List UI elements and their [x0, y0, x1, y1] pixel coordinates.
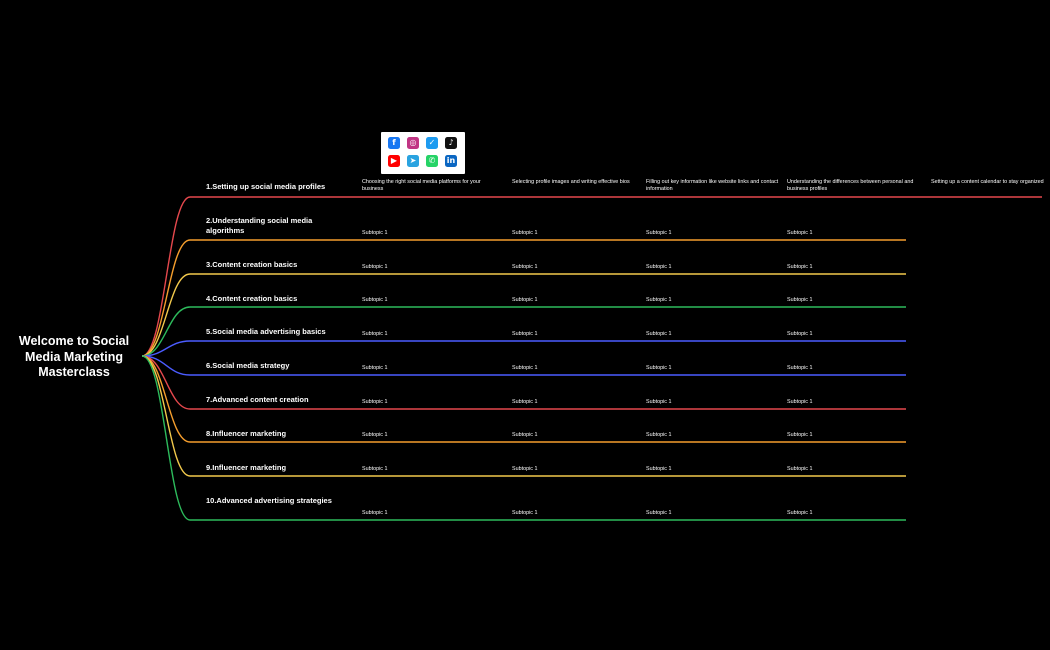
subtopic[interactable]: Subtopic 1 — [362, 399, 388, 405]
subtopic[interactable]: Subtopic 1 — [512, 230, 538, 236]
subtopic[interactable]: Subtopic 1 — [646, 399, 672, 405]
twitter-icon: ✓ — [426, 137, 438, 149]
subtopic[interactable]: Choosing the right social media platforms for your business — [362, 179, 481, 192]
main-topic[interactable]: 10.Advanced advertising strategies — [206, 496, 332, 505]
main-topic[interactable]: 6.Social media strategy — [206, 361, 290, 370]
subtopic[interactable]: Setting up a content calendar to stay organized — [931, 179, 1044, 185]
subtopic[interactable]: Subtopic 1 — [512, 264, 538, 270]
main-topic[interactable]: 5.Social media advertising basics — [206, 327, 326, 336]
telegram-icon: ➤ — [407, 155, 419, 167]
main-topic[interactable]: 7.Advanced content creation — [206, 395, 309, 404]
subtopic[interactable]: Subtopic 1 — [787, 466, 813, 472]
subtopic[interactable]: Selecting profile images and writing effective bios — [512, 179, 630, 185]
subtopic[interactable]: Subtopic 1 — [646, 331, 672, 337]
subtopic[interactable]: Subtopic 1 — [512, 297, 538, 303]
youtube-icon: ▶ — [388, 155, 400, 167]
subtopic[interactable]: Subtopic 1 — [512, 399, 538, 405]
main-topic[interactable]: 2.Understanding social media algorithms — [206, 216, 313, 235]
whatsapp-icon: ✆ — [426, 155, 438, 167]
linkedin-icon: in — [446, 156, 456, 165]
subtopic[interactable]: Subtopic 1 — [787, 399, 813, 405]
subtopic[interactable]: Subtopic 1 — [362, 331, 388, 337]
subtopic[interactable]: Subtopic 1 — [787, 331, 813, 337]
subtopic[interactable]: Subtopic 1 — [787, 230, 813, 236]
main-topic[interactable]: 1.Setting up social media profiles — [206, 182, 326, 191]
main-topic[interactable]: 9.Influencer marketing — [206, 463, 287, 472]
subtopic[interactable]: Subtopic 1 — [787, 510, 813, 516]
branch-line — [142, 341, 906, 356]
subtopic[interactable]: Subtopic 1 — [512, 331, 538, 337]
subtopic[interactable]: Subtopic 1 — [646, 466, 672, 472]
tiktok-icon: ♪ — [445, 137, 457, 149]
subtopic[interactable]: Subtopic 1 — [787, 365, 813, 371]
subtopic[interactable]: Understanding the differences between personal and business profiles — [787, 179, 914, 192]
subtopic[interactable]: Subtopic 1 — [512, 466, 538, 472]
central-topic[interactable]: Welcome to Social Media Marketing Masterclass — [18, 334, 130, 379]
subtopic[interactable]: Subtopic 1 — [362, 365, 388, 371]
subtopic[interactable]: Subtopic 1 — [646, 432, 672, 438]
subtopic[interactable]: Subtopic 1 — [362, 466, 388, 472]
subtopic[interactable]: Subtopic 1 — [362, 264, 388, 270]
subtopic[interactable]: Subtopic 1 — [362, 230, 388, 236]
subtopic[interactable]: Subtopic 1 — [646, 365, 672, 371]
subtopic[interactable]: Subtopic 1 — [646, 264, 672, 270]
instagram-icon: ◎ — [407, 137, 419, 149]
subtopic[interactable]: Subtopic 1 — [512, 510, 538, 516]
subtopic[interactable]: Subtopic 1 — [362, 432, 388, 438]
subtopic[interactable]: Filling out key information like website links and contact information — [646, 179, 779, 192]
subtopic[interactable]: Subtopic 1 — [646, 230, 672, 236]
subtopic[interactable]: Subtopic 1 — [787, 297, 813, 303]
subtopic[interactable]: Subtopic 1 — [512, 365, 538, 371]
subtopic[interactable]: Subtopic 1 — [646, 510, 672, 516]
branch-line — [142, 356, 906, 476]
subtopic[interactable]: Subtopic 1 — [787, 264, 813, 270]
subtopic[interactable]: Subtopic 1 — [646, 297, 672, 303]
main-topic[interactable]: 8.Influencer marketing — [206, 429, 287, 438]
facebook-icon: f — [388, 137, 400, 149]
main-topic[interactable]: 4.Content creation basics — [206, 294, 298, 303]
social-icons-image — [381, 132, 465, 174]
subtopic[interactable]: Subtopic 1 — [362, 297, 388, 303]
subtopic[interactable]: Subtopic 1 — [362, 510, 388, 516]
main-topic[interactable]: 3.Content creation basics — [206, 260, 298, 269]
subtopic[interactable]: Subtopic 1 — [787, 432, 813, 438]
subtopic[interactable]: Subtopic 1 — [512, 432, 538, 438]
branch-line — [142, 274, 906, 356]
